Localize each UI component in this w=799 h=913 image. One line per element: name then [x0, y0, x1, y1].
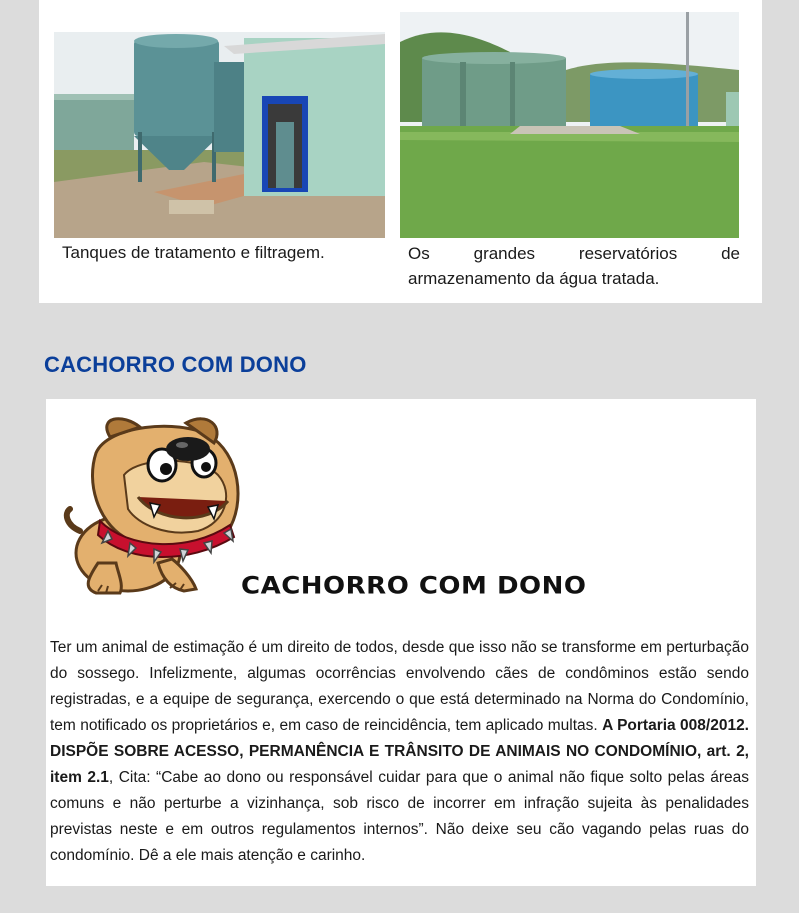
- water-reservoirs-photo: [400, 12, 739, 238]
- section-title: CACHORRO COM DONO: [44, 352, 307, 377]
- bulldog-cartoon-icon: [58, 413, 248, 599]
- article-body: [50, 635, 749, 869]
- article-body-bold: A Portaria 008/2012. DISPÕE SOBRE ACESSO, PERMANÊNCIA E TRÂNSITO DE ANIMAIS NO CONDOMÍNIO, art. 2, item 2.1: [50, 716, 749, 786]
- photo-caption-right: Os grandes reservatórios de armazenamento da água tratada.: [408, 244, 740, 288]
- article-body-intro: Ter um animal de estimação é um direito de todos, desde que isso não se transforme em perturbação do sossego. Infelizmente, algumas ocorrências envolvendo cães de condôminos estão sendo registradas, e a equipe de segurança, exercendo o que está determinado na Norma do Condomínio, tem notificado os proprietários e, em caso de reincidência, tem aplicado multas.: [50, 638, 749, 734]
- article-body-rest: , Cita: “Cabe ao dono ou responsável cuidar para que o animal não fique solto pelas áreas comuns e não perturbe a vizinhança, sob risco de incorrer em infração sujeita às penalidades previstas neste e em outros regulamentos internos”. Não deixe seu cão vagando pelas ruas do condomínio. Dê a ele mais atenção e carinho.: [50, 768, 749, 864]
- photo-caption-left: Tanques de tratamento e filtragem.: [62, 243, 325, 262]
- photo-gallery-card: [39, 0, 762, 303]
- water-treatment-tanks-photo: [54, 32, 385, 238]
- article-card: [46, 399, 756, 886]
- article-heading: CACHORRO COM DONO: [241, 572, 587, 600]
